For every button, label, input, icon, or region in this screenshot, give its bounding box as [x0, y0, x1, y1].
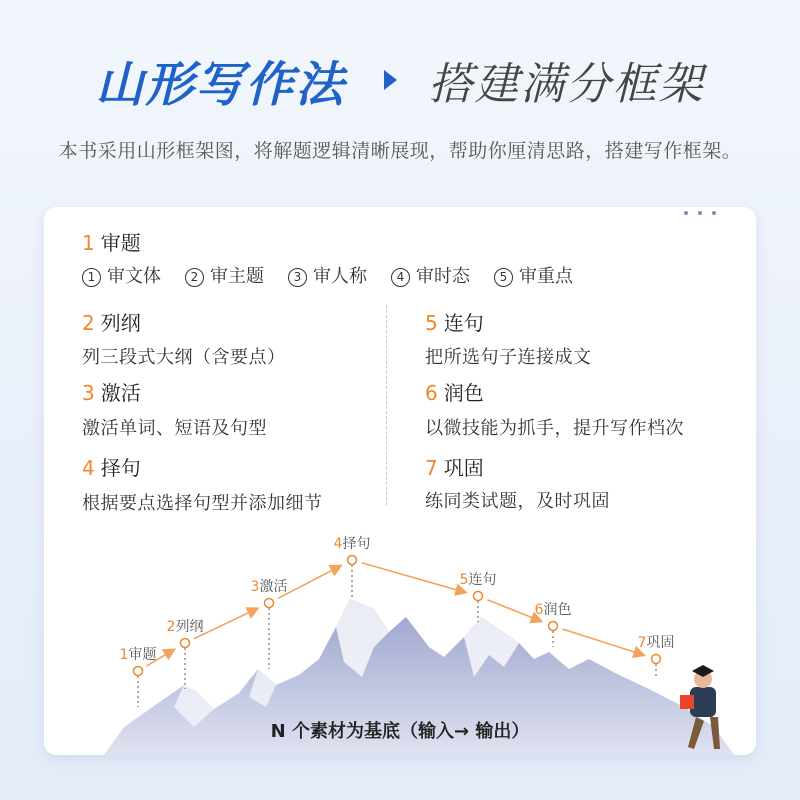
step-6-desc: 以微技能为抓手，提升写作档次	[425, 418, 684, 439]
substep-item: 2 审主题	[185, 262, 264, 288]
diagram-node-label: 7巩固	[637, 635, 675, 651]
step-1-title: 1 审题	[82, 231, 141, 255]
diagram-node-label: 2列纲	[166, 619, 204, 635]
substep-item: 1 审文体	[82, 262, 161, 288]
diagram-node	[134, 667, 143, 676]
headline	[0, 48, 800, 112]
framework-card	[44, 207, 756, 755]
page-subtitle: 搭建满分框架	[428, 59, 705, 110]
step-4-desc: 根据要点选择句型并添加细节	[82, 493, 323, 514]
page-title: 山形写作法	[95, 56, 346, 113]
diagram-node-label: 3激活	[250, 579, 288, 595]
circled-number-icon: 3	[288, 268, 307, 287]
diagram-node	[181, 639, 190, 648]
flow-arrow	[563, 629, 645, 655]
flow-arrow	[194, 608, 258, 639]
step-3-title: 3 激活	[82, 381, 141, 405]
diagram-node-label: 1审题	[119, 647, 157, 663]
play-arrow-icon	[384, 70, 397, 90]
diagram-node	[652, 655, 661, 664]
step-2-desc: 列三段式大纲（含要点）	[82, 347, 286, 368]
step-2-title: 2 列纲	[82, 311, 141, 335]
step-7-title: 7 巩固	[425, 456, 484, 480]
mountain-diagram	[44, 207, 756, 755]
circled-number-icon: 5	[494, 268, 513, 287]
step-3-desc: 激活单词、短语及句型	[82, 418, 267, 439]
step-4-title: 4 择句	[82, 456, 141, 480]
diagram-node-label: 5连句	[459, 572, 497, 588]
base-label: N 个素材为基底（输入→ 输出）	[270, 721, 530, 742]
substep-item: 5 审重点	[494, 262, 573, 288]
step-5-title: 5 连句	[425, 311, 484, 335]
diagram-node-label: 6润色	[534, 602, 572, 618]
flow-arrow	[362, 563, 467, 593]
diagram-node	[265, 599, 274, 608]
circled-number-icon: 2	[185, 268, 204, 287]
step-5-desc: 把所选句子连接成文	[425, 347, 592, 368]
diagram-node	[474, 592, 483, 601]
diagram-node	[348, 556, 357, 565]
circled-number-icon: 4	[391, 268, 410, 287]
substep-item: 4 审时态	[391, 262, 470, 288]
substep-item: 3 审人称	[288, 262, 367, 288]
diagram-node	[549, 622, 558, 631]
step-7-desc: 练同类试题，及时巩固	[425, 491, 610, 512]
diagram-node-label: 4择句	[333, 536, 371, 552]
intro-text: 本书采用山形框架图，将解题逻辑清晰展现，帮助你厘清思路，搭建写作框架。	[58, 140, 742, 162]
circled-number-icon: 1	[82, 268, 101, 287]
step-6-title: 6 润色	[425, 381, 484, 405]
